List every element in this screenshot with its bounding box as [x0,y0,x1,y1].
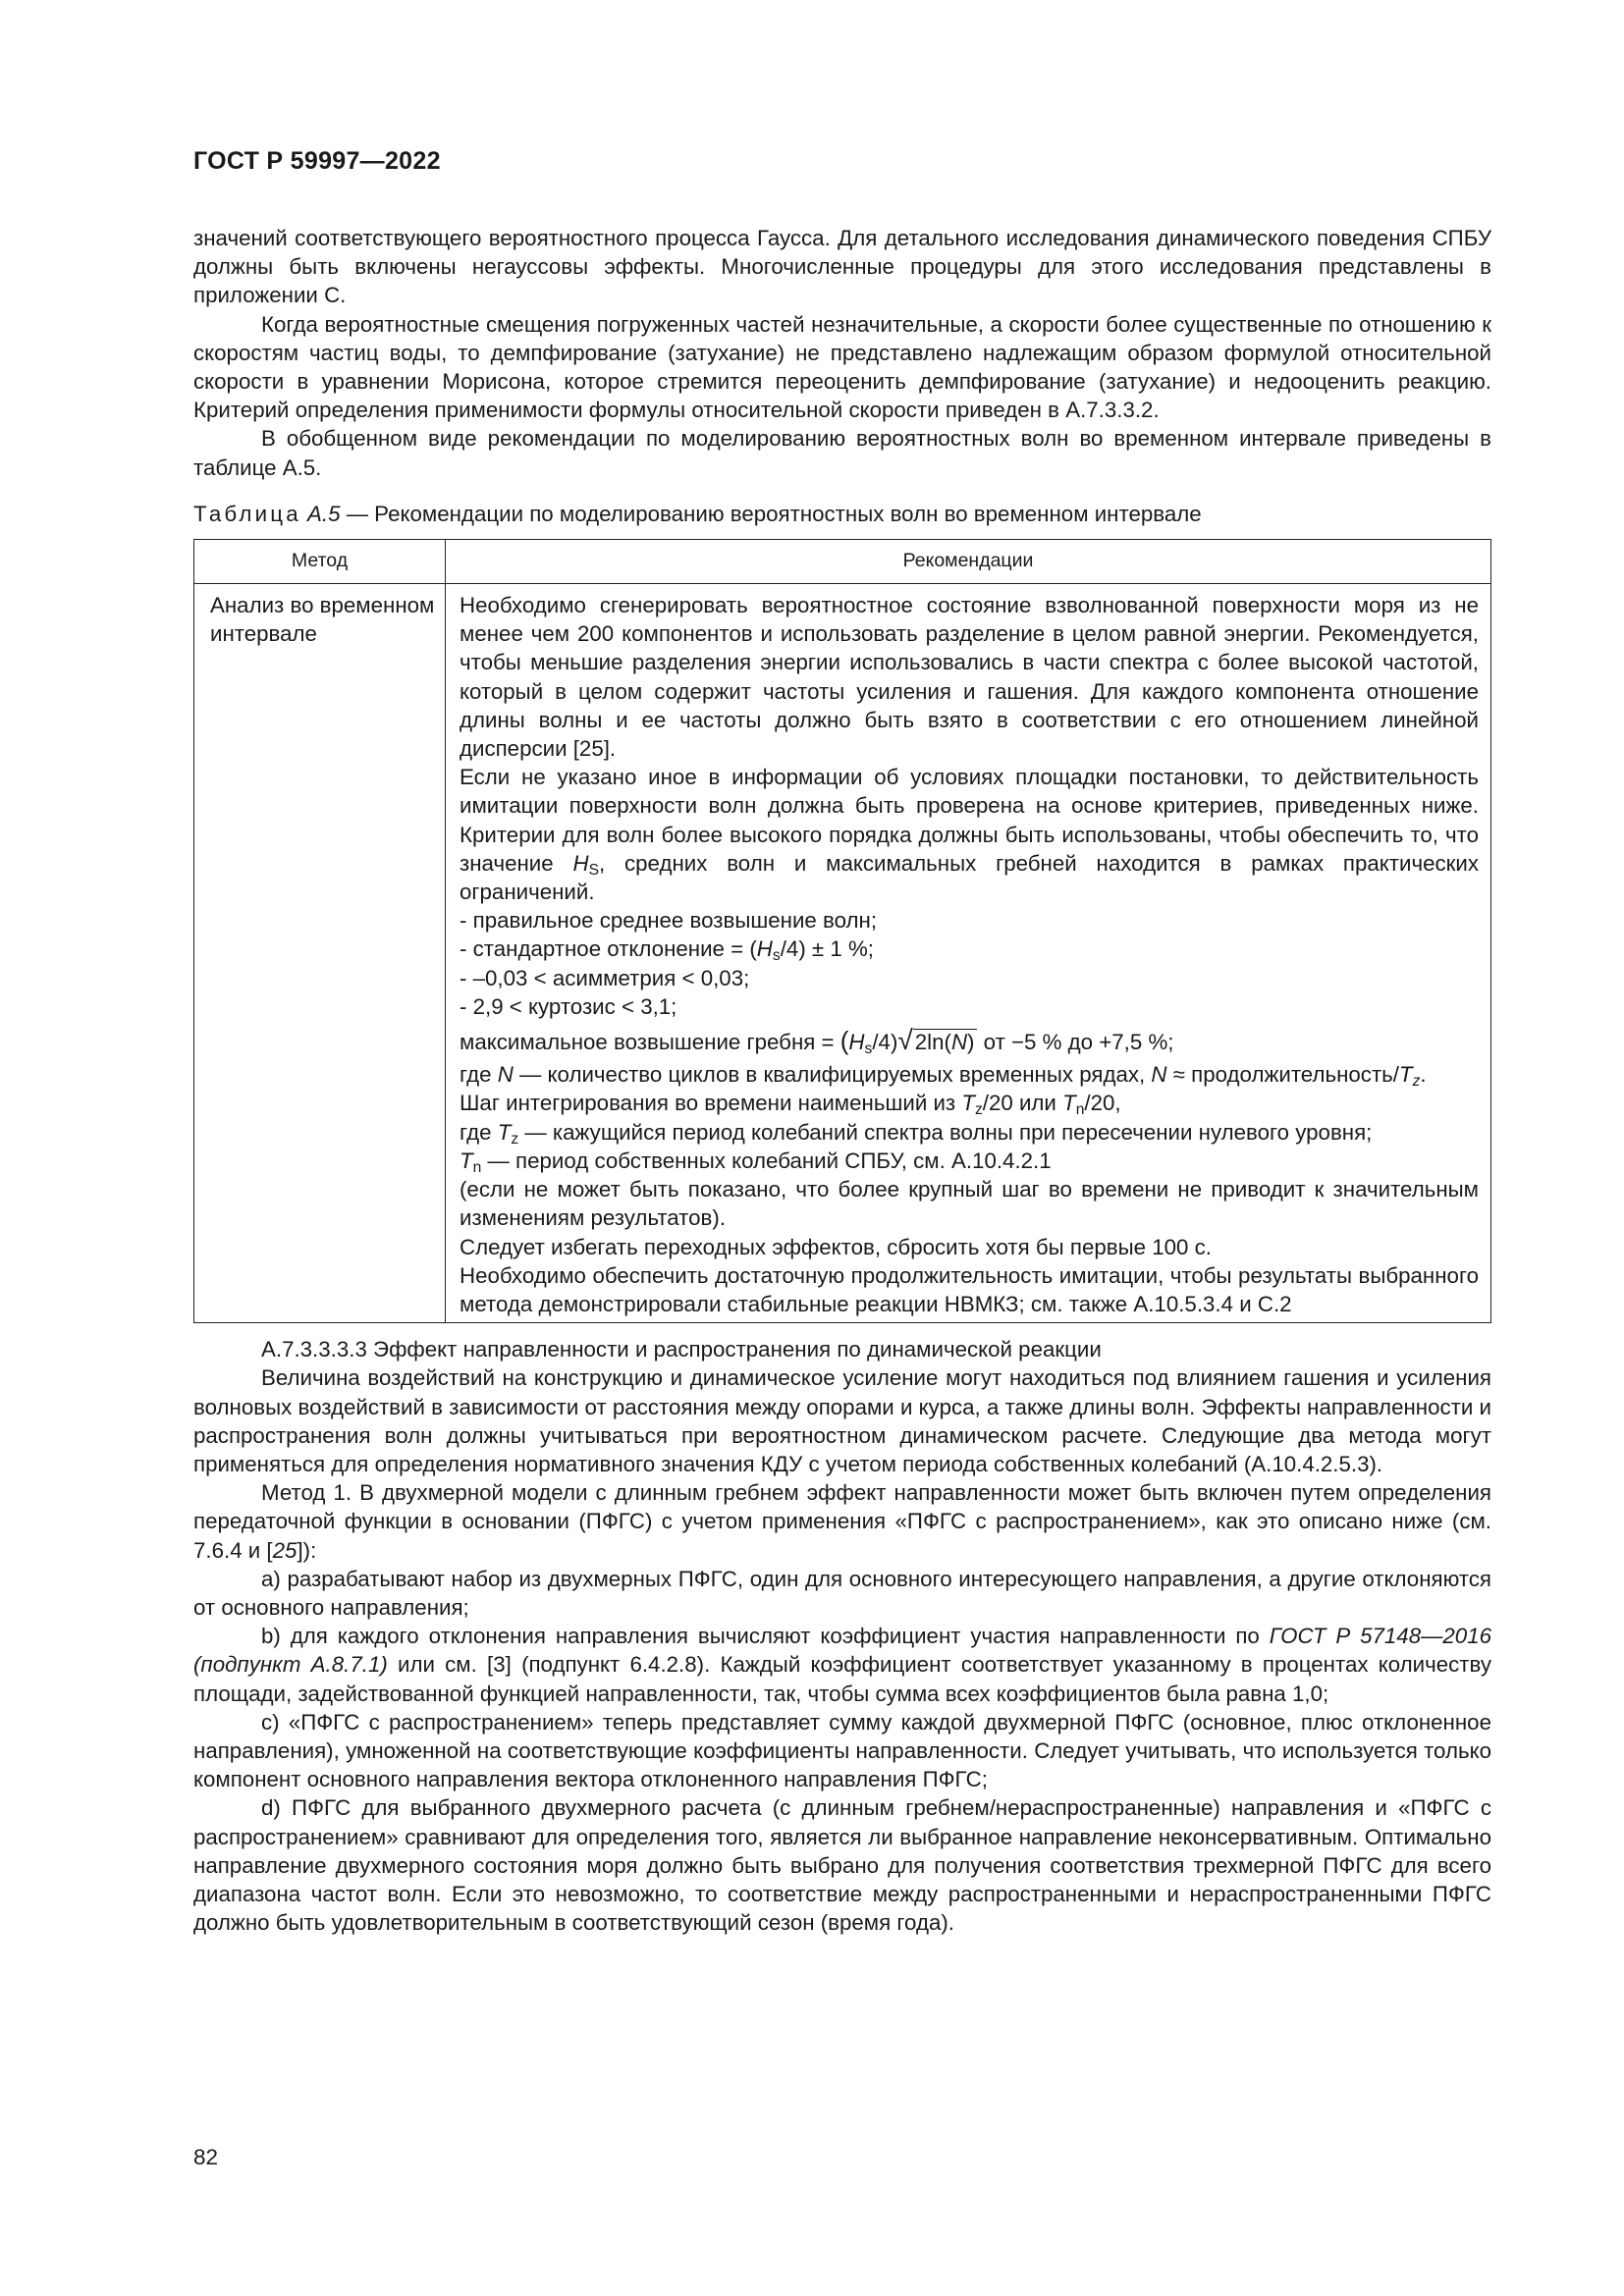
table-row [194,584,1491,1323]
item-b-ref: ГОСТ Р 57148—2016 (подпункт А.8.7.1) [193,1624,1491,1678]
section-paragraph-2 [193,1478,1491,1565]
where-tz-line [460,1118,1479,1147]
formula-tail: от −5 % до +7,5 %; [977,1030,1174,1055]
formula-n: N [950,1030,968,1055]
tn-n: n [472,1158,482,1176]
where-n-b: — количество циклов в квалифицируемых временных рядах, [513,1062,1152,1088]
item-b-b: или см. [3] (подпункт 6.4.2.8). Каждый коэффициент соответствует указанному в процентах количеству площади, задействованной функцией направленности, так, чтобы сумма всех коэффициентов была равна 1,0; [193,1652,1491,1706]
method-cell: Анализ во временном интервале [194,584,446,1323]
step-t2: T [1062,1091,1076,1116]
step-c: /20, [1084,1091,1121,1116]
where-n-n: N [497,1062,514,1088]
intro-paragraph-1: значений соответствующего вероятностного процесса Гаусса. Для детального исследования динамического поведения СПБУ должны быть включены негауссовы эффекты. Многочисленные процедуры для этого исследования представлены в приложении С. [193,226,1491,308]
where-n-z: z [1412,1073,1421,1091]
section-p2-a: Метод 1. В двухмерной модели с длинным гребнем эффект направленности может быть включен путем определения передаточной функции в основании (ПФГС) с учетом применения «ПФГС с распространением», как это описано ниже (см. 7.6.4 и [ [193,1480,1491,1563]
sqrt-icon: √ [897,1025,913,1056]
formula-s: s [864,1041,873,1058]
where-tz-a: где [460,1119,498,1145]
step-b: /20 или [982,1091,1063,1116]
section-p2-ref: 25 [272,1537,298,1563]
list-item-b [193,1622,1491,1708]
step-a: Шаг интегрирования во времени наименьший из [460,1091,962,1116]
duration-line: Необходимо обеспечить достаточную продолжительность имитации, чтобы результаты выбранного метода демонстрировали стабильные реакции НВМКЗ; см. также А.10.5.3.4 и С.2 [460,1262,1479,1316]
where-n-n2: N [1151,1062,1167,1088]
formula-h: H [848,1030,865,1055]
where-n-t: T [1398,1062,1413,1088]
table-header-row [194,540,1491,584]
where-tz-b: — кажущийся период колебаний спектра волны при пересечении нулевого уровня; [518,1119,1373,1145]
item2-s: s [772,947,781,965]
step-n: n [1075,1101,1085,1119]
table-caption-text: — Рекомендации по моделированию вероятностных волн во временном интервале [340,501,1202,526]
formula-label: максимальное возвышение гребня = [460,1030,840,1055]
where-tz-z: z [511,1130,519,1148]
max-crest-formula: максимальное возвышение гребня = $(H_s/4)√2\ln(N)$ от −5 % до +7,5 %; [460,1025,1174,1058]
where-tz-t: T [497,1119,512,1145]
criteria-item-1: - правильное среднее возвышение волн; [460,908,878,934]
item2-text-b: /4) ± 1 %; [780,936,874,962]
section-paragraph-1: Величина воздействий на конструкцию и динамическое усиление могут находиться под влиянием гашения и усиления волновых воздействий в зависимости от расстояния между опорами и курса, а также длины волн. Эффекты направленности и распространения волн должны учитываться при вероятностном динамическом расчете. Следующие два метода могут применяться для определения нормативного значения КДУ с учетом периода собственных колебаний (А.10.4.2.5.3). [193,1365,1491,1476]
rec-paragraph-2 [460,763,1479,906]
tn-b: — период собственных колебаний СПБУ, см. А.10.4.2.1 [481,1148,1052,1173]
step-z: z [974,1101,983,1119]
step-t1: T [961,1091,975,1116]
page-number: 82 [193,2145,219,2169]
hs-symbol: H [572,850,589,876]
section-p2-b: ]): [297,1537,317,1563]
formula-div: /4) [872,1030,898,1055]
where-n-c: ≈ продолжительность/ [1166,1062,1399,1088]
item2-h: H [756,936,773,962]
where-n-d: . [1420,1062,1427,1088]
list-item-d: d) ПФГС для выбранного двухмерного расчета (с длинным гребнем/нераспространенные) направления и «ПФГС с распространением» сравнивают для определения того, является ли выбранное направление неконсервативным. Оптимально направление двухмерного состояния моря должно быть выбрано для получения соответствия трехмерной ПФГС для всего диапазона частот волн. Если это невозможно, то соответствие между распространенными и нераспространенными ПФГС должно быть удовлетворительным в соответствующий сезон (время года). [193,1795,1491,1936]
table-caption-number: А.5 [307,501,341,526]
intro-paragraph-3: В обобщенном виде рекомендации по моделированию вероятностных волн во временном интервале приведены в таблице А.5. [193,426,1491,480]
criteria-item-4: - 2,9 < куртозис < 3,1; [460,993,677,1019]
table-caption-label: Таблица [193,501,301,526]
step-line [460,1089,1479,1117]
recommendations-table [193,539,1491,1323]
list-item-a: а) разрабатывают набор из двухмерных ПФГС, один для основного интересующего направления, а другие отклоняются от основного направления; [193,1566,1491,1620]
transient-line: Следует избегать переходных эффектов, сбросить хотя бы первые 100 с. [460,1234,1212,1259]
rec-paragraph-2-text-a: Если не указано иное в информации об условиях площадки постановки, то действительность имитации поверхности волн должна быть проверена на основе критериев, приведенных ниже. Критерии для волн более высокого порядка должны быть использованы, чтобы обеспечить то, что значение [460,765,1479,876]
page-content [193,224,1491,1937]
item-b-a: b) для каждого отклонения направления вычисляют коэффициент участия направленности по [261,1624,1270,1649]
intro-paragraph-2: Когда вероятностные смещения погруженных частей незначительные, а скорости более существенные по отношению к скоростям частиц воды, то демпфирование (затухание) не представлено надлежащим образом формулой относительной скорости в уравнении Морисона, которое стремится переоценить демпфирование (затухание) и недооценить реакцию. Критерий определения применимости формулы относительной скорости приведен в А.7.3.3.2. [193,311,1491,423]
table-caption [193,500,1491,528]
header-method: Метод [194,540,446,584]
rec-paragraph-1: Необходимо сгенерировать вероятностное состояние взволнованной поверхности моря из не менее чем 200 компонентов и использовать разделение в целом равной энергии. Рекомендуется, чтобы меньшие разделения энергии использовались в части спектра с более высокой частотой, который в целом содержит частоты усиления и гашения. Для каждого компонента отношение длины волны и ее частоты должно быть взято в соответствии с его отношением линейной дисперсии [25]. [460,593,1479,762]
header-recommendations: Рекомендации [446,540,1491,584]
criteria-item-3: - –0,03 < асимметрия < 0,03; [460,965,750,990]
document-header: ГОСТ Р 59997—2022 [193,147,441,175]
hs-subscript: S [588,861,599,879]
note-line: (если не может быть показано, что более крупный шаг во времени не приводит к значительным изменениям результатов). [460,1177,1479,1231]
formula-sqrt-text: 2ln( [914,1030,951,1055]
formula-close: ) [967,1030,975,1055]
tn-line [460,1147,1479,1175]
list-item-c: с) «ПФГС с распространением» теперь представляет сумму каждой двухмерной ПФГС (основное, плюс отклоненное направления), умноженной на соответствующие коэффициенты направленности. Следует учитывать, что используется только компонент основного направления вектора отклоненного направления ПФГС; [193,1709,1491,1792]
formula-sqrt-body [913,1029,978,1054]
rec-paragraph-2-text-b: , средних волн и максимальных гребней находится в рамках практических ограничений. [460,850,1480,905]
criteria-item-2 [460,934,1479,963]
tn-t: T [460,1148,473,1173]
section-heading: А.7.3.3.3.3 Эффект направленности и распространения по динамической реакции [261,1337,1102,1362]
where-n-a: где [460,1062,498,1088]
item2-text-a: - стандартное отклонение = ( [460,936,757,962]
where-n-line [460,1060,1479,1089]
recommendations-cell [446,584,1491,1323]
